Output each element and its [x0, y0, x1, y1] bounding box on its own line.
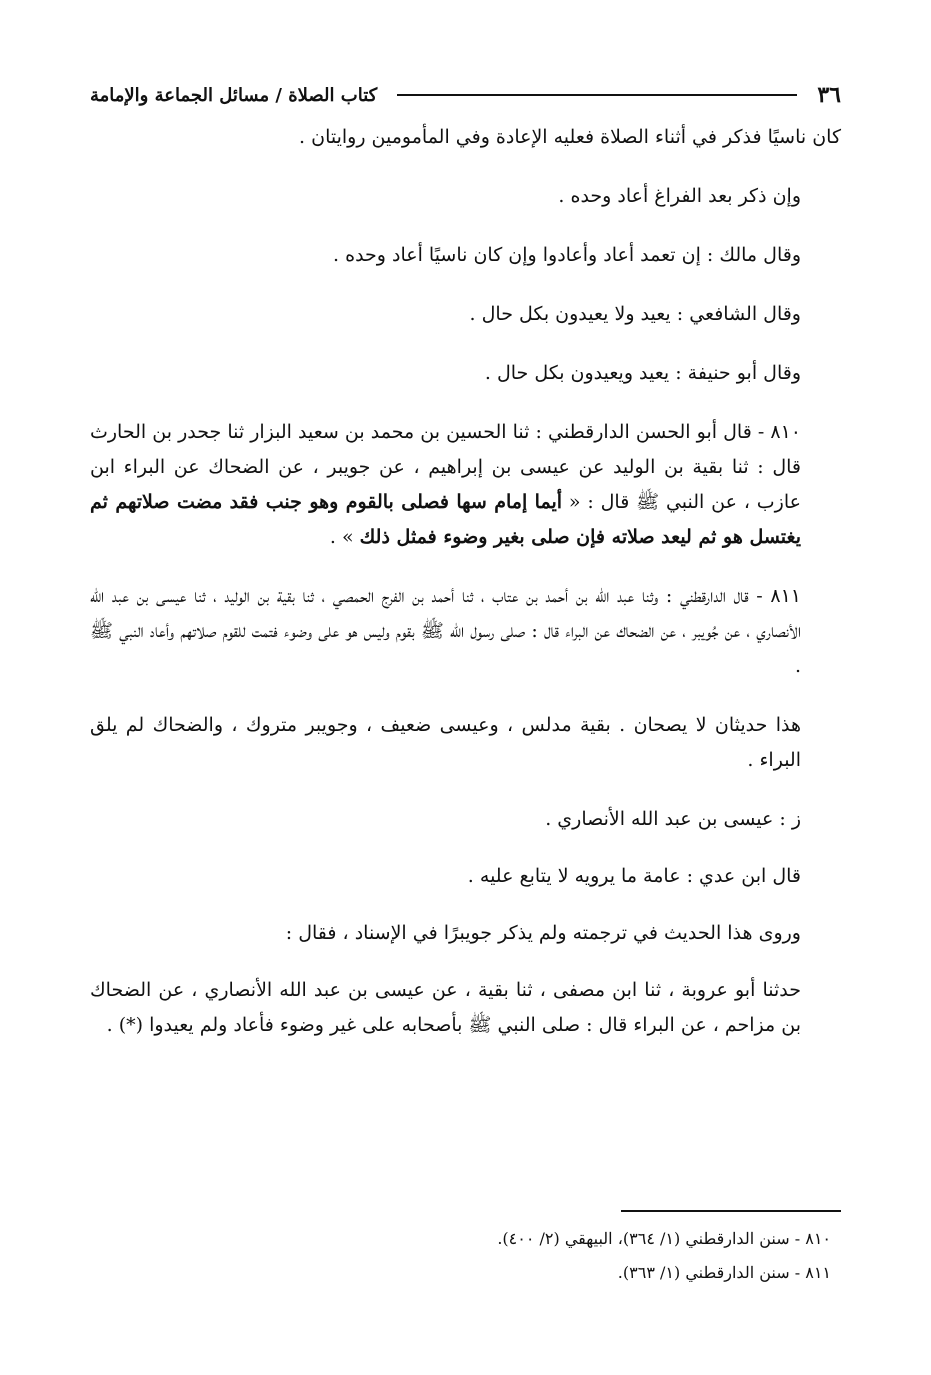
hadith-810-isnad: ٨١٠ - قال أبو الحسن الدارقطني : ثنا الحسين بن محمد بن سعيد البزار ثنا جحدر بن الحارث قال : ثنا بقية بن الوليد عن عيسى بن إبراهيم ، عن جويبر ، عن الضحاك عن البراء ابن عازب ، عن النبي ﷺ قال : «	[90, 421, 801, 513]
footnote-rule	[621, 1210, 841, 1212]
paragraph-narration: وروى هذا الحديث في ترجمته ولم يذكر جويبرًا في الإسناد ، فقال :	[285, 922, 801, 944]
main-text	[90, 120, 841, 1067]
footnote-811: ٨١١ - سنن الدارقطني (١/ ٣٦٣).	[617, 1263, 831, 1282]
paragraph-isnad: حدثنا أبو عروبة ، ثنا ابن مصفى ، ثنا بقية ، عن عيسى بن عبد الله الأنصاري ، عن الضحاك بن مزاحم ، عن البراء قال : صلى النبي ﷺ بأصحابه على غير وضوء فأعاد ولم يعيدوا (*) .	[90, 979, 801, 1036]
header-rule	[397, 94, 797, 96]
footnote-810: ٨١٠ - سنن الدارقطني (١/ ٣٦٤)، البيهقي (٢/ ٤٠٠).	[497, 1229, 831, 1248]
running-title: كتاب الصلاة / مسائل الجماعة والإمامة	[90, 84, 378, 106]
paragraph-1: كان ناسيًا فذكر في أثناء الصلاة فعليه الإعادة وفي المأمومين روايتان .	[299, 126, 841, 148]
footnotes	[90, 1222, 841, 1290]
paragraph-2: وإن ذكر بعد الفراغ أعاد وحده .	[558, 185, 801, 207]
hadith-811: ٨١١ - قال الدارقطني : وثنا عبد الله بن أحمد بن عتاب ، ثنا أحمد بن الفرج الحمصي ، ثنا بقية بن الوليد ، ثنا عيسى بن عبد الله الأنصاري ، عن جُويبر ، عن الضحاك عن البراء قال : صلى رسول الله ﷺ بقوم وليس هو على وضوء فتمت للقوم صلاتهم وأعاد النبي ﷺ .	[90, 585, 801, 677]
hadith-810-matn: أيما إمام سها فصلى بالقوم وهو جنب فقد مضت صلاتهم ثم يغتسل هو ثم ليعد صلاته فإن صلى بغير وضوء فمثل ذلك	[90, 491, 801, 548]
paragraph-grading: هذا حديثان لا يصحان . بقية مدلس ، وعيسى ضعيف ، وجويبر متروك ، والضحاك لم يلق البراء .	[90, 714, 801, 771]
hadith-810	[90, 415, 841, 555]
paragraph-5: وقال أبو حنيفة : يعيد ويعيدون بكل حال .	[484, 362, 801, 384]
hadith-810-end: » .	[329, 526, 354, 548]
page-header	[90, 78, 841, 112]
paragraph-ibn-adi: قال ابن عدي : عامة ما يرويه لا يتابع عليه .	[467, 865, 801, 887]
paragraph-4: وقال الشافعي : يعيد ولا يعيدون بكل حال .	[469, 303, 801, 325]
paragraph-addition: ز : عيسى بن عبد الله الأنصاري .	[545, 808, 801, 830]
paragraph-3: وقال مالك : إن تعمد أعاد وأعادوا وإن كان ناسيًا أعاد وحده .	[333, 244, 801, 266]
page-number: ٣٦	[817, 82, 841, 108]
